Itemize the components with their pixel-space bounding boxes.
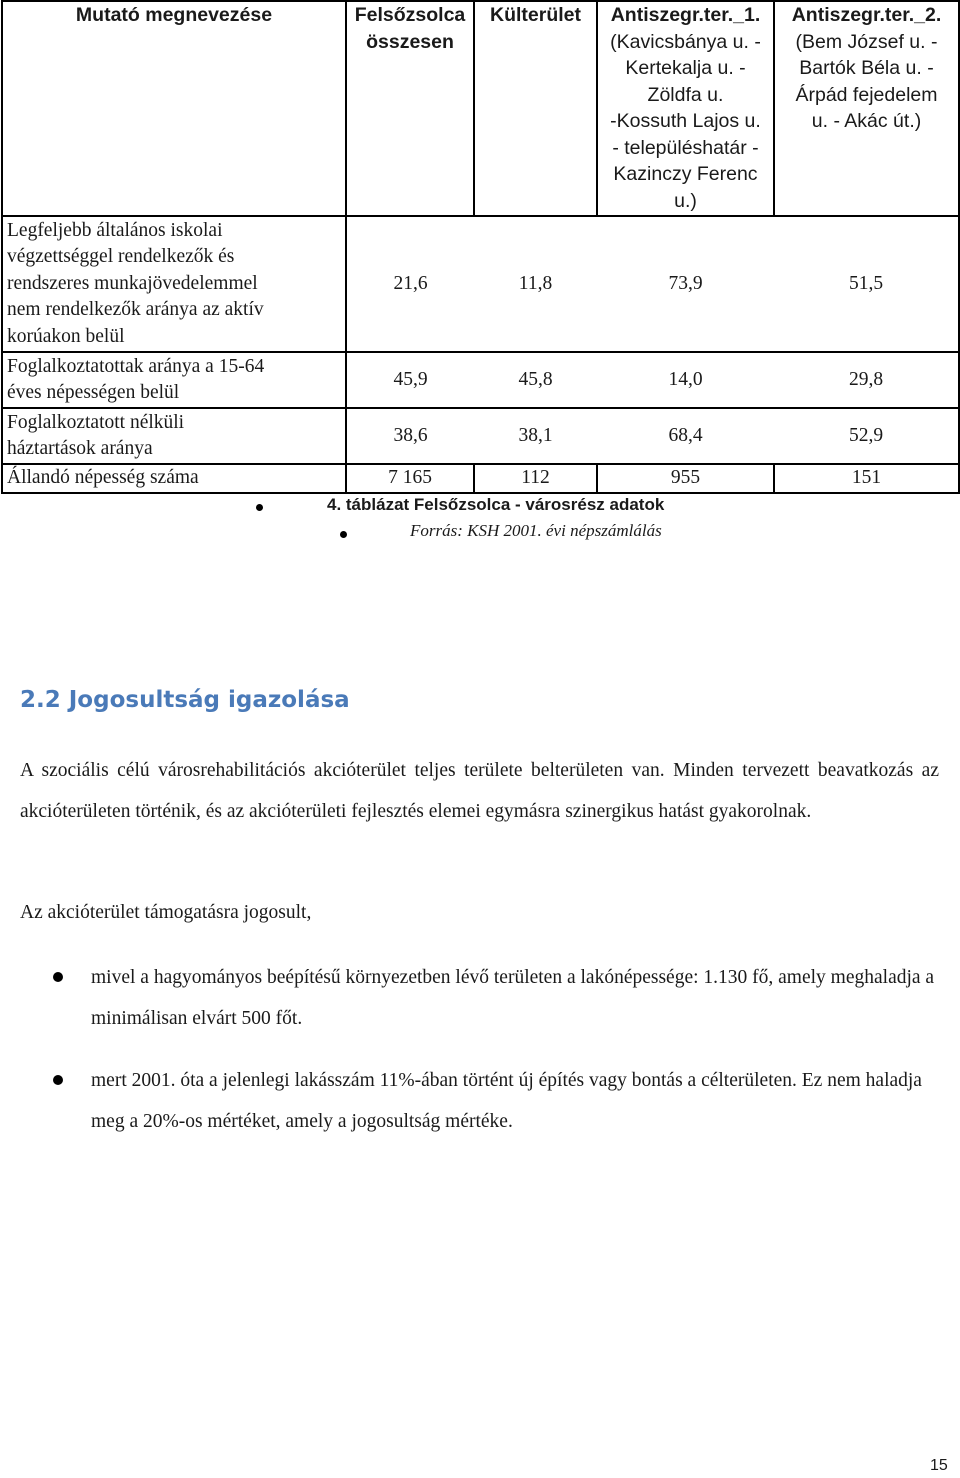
cell-value: 14,0 [597, 352, 774, 408]
header-segregated-area-2: Antiszegr.ter._2. (Bem József u. - Bartók Béla u. - Árpád fejedelem u. - Akác út.) [774, 1, 959, 216]
cell-value: 52,9 [774, 408, 959, 464]
cell-value: 7 165 [346, 464, 474, 493]
data-table [1, 0, 960, 494]
bullet-icon [256, 504, 263, 511]
cell-value: 11,8 [474, 216, 597, 352]
caption-source: Forrás: KSH 2001. évi népszámlálás [410, 521, 662, 540]
table-row [2, 352, 959, 408]
row-label: Foglalkoztatott nélküli háztartások aránya [2, 408, 346, 464]
paragraph: Az akcióterület támogatásra jogosult, [20, 902, 312, 923]
row-label: Legfeljebb általános iskolai végzettséggel rendelkezők és rendszeres munkajövedelemmel nem rendelkezők aránya az aktív korúakon belül [2, 216, 346, 352]
page-number: 15 [930, 1457, 948, 1474]
cell-value: 68,4 [597, 408, 774, 464]
bullet-icon [53, 972, 63, 982]
paragraph: A szociális célú városrehabilitációs akcióterület teljes területe belterületen van. Minden tervezett beavatkozás az akcióterületen történik, és az akcióterületi fejlesztés elemei egymásra szinergikus hatást gyakorolnak. [20, 760, 939, 822]
list-item-text: mert 2001. óta a jelenlegi lakásszám 11%-ában történt új építés vagy bontás a célterületen. Ez nem haladja meg a 20%-os mértéket, amely a jogosultság mértéke. [91, 1070, 922, 1132]
bullet-icon [340, 531, 347, 538]
cell-value: 38,1 [474, 408, 597, 464]
cell-value: 51,5 [774, 216, 959, 352]
list-item [0, 957, 939, 1039]
cell-value: 73,9 [597, 216, 774, 352]
cell-value: 21,6 [346, 216, 474, 352]
list-item-text: mivel a hagyományos beépítésű környezetben lévő területen a lakónépessége: 1.130 fő, amely meghaladja a minimálisan elvárt 500 főt. [91, 967, 935, 1029]
header-segregated-area-1: Antiszegr.ter._1. (Kavicsbánya u. - Kertekalja u. - Zöldfa u. -Kossuth Lajos u. - településhatár - Kazinczy Ferenc u.) [597, 1, 774, 216]
table-row [2, 216, 959, 352]
header-indicator-name: Mutató megnevezése [2, 1, 346, 216]
caption-title: 4. táblázat Felsőzsolca - városrész adatok [327, 495, 665, 514]
cell-value: 45,8 [474, 352, 597, 408]
row-label: Állandó népesség száma [2, 464, 346, 493]
cell-value: 151 [774, 464, 959, 493]
list-item [0, 1060, 939, 1142]
cell-value: 45,9 [346, 352, 474, 408]
cell-value: 955 [597, 464, 774, 493]
cell-value: 112 [474, 464, 597, 493]
cell-value: 38,6 [346, 408, 474, 464]
row-label: Foglalkoztatottak aránya a 15-64 éves népességen belül [2, 352, 346, 408]
table-row [2, 408, 959, 464]
table-header-row [2, 1, 959, 216]
table-row [2, 464, 959, 493]
section-heading: 2.2 Jogosultság igazolása [20, 687, 350, 713]
header-outskirts: Külterület [474, 1, 597, 216]
header-total: Felsőzsolca összesen [346, 1, 474, 216]
cell-value: 29,8 [774, 352, 959, 408]
bullet-icon [53, 1075, 63, 1085]
bullet-list [0, 957, 960, 1163]
